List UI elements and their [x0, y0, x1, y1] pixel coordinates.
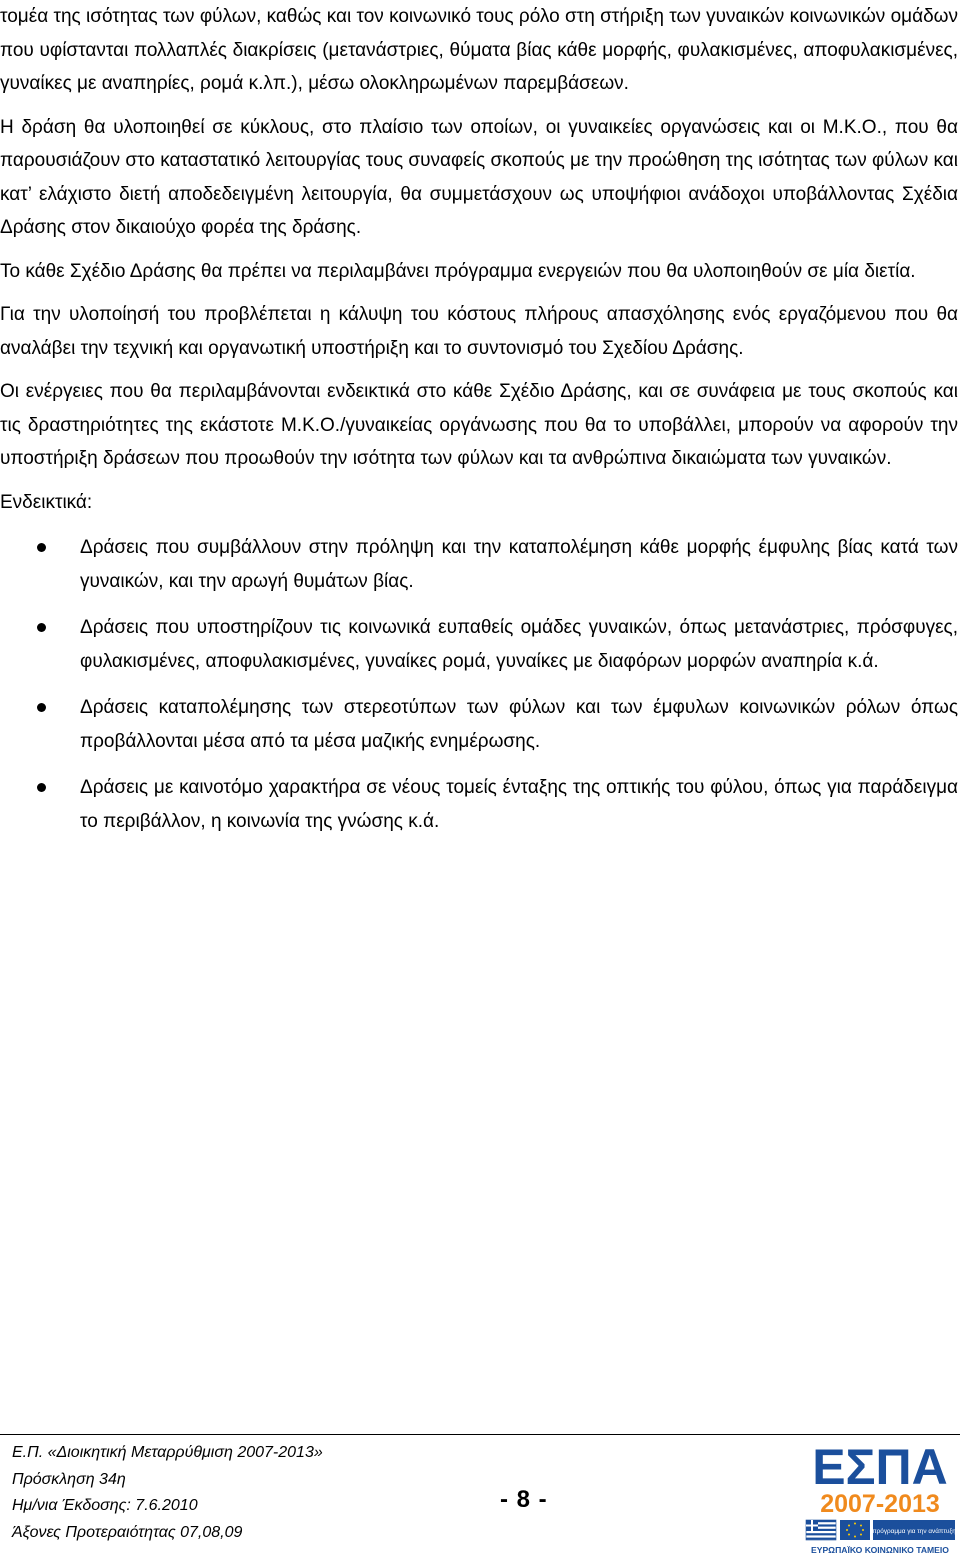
paragraph-2: Η δράση θα υλοποιηθεί σε κύκλους, στο πλαίσιο των οποίων, οι γυναικείες οργανώσεις και οι Μ.Κ.Ο., που θα παρουσιάζουν στο καταστατικό λειτουργίας τους συναφείς σκοπούς με την προώθηση της ισότητας των φύλων και κατ’ ελάχιστο διετή αποδεδειγμένη λειτουργία, θα συμμετάσχουν ως υποψήφιοι ανάδοχοι υποβάλλοντας Σχέδια Δράσης στον δικαιούχο φορέα της δράσης. — [0, 116, 958, 238]
list-label: Ενδεικτικά: — [0, 491, 93, 513]
list-item-text: Δράσεις που υποστηρίζουν τις κοινωνικά ευπαθείς ομάδες γυναικών, όπως μετανάστριες, πρόσφυγες, φυλακισμένες, αποφυλακισμένες, γυναίκες ρομά, γυναίκες με διαφόρων μορφών αναπηρία κ.ά. — [80, 617, 958, 672]
greek-flag-icon — [806, 1520, 836, 1540]
footer-call: Πρόσκληση 34η — [12, 1470, 126, 1488]
list-item-text: Δράσεις που συμβάλλουν στην πρόληψη και την καταπολέμηση κάθε μορφής έμφυλης βίας κατά των γυναικών, και την αρωγή θυμάτων βίας. — [80, 537, 958, 592]
footer-programme: Ε.Π. «Διοικητική Μεταρρύθμιση 2007-2013» — [12, 1444, 323, 1461]
list-item — [0, 691, 958, 758]
paragraph-5: Οι ενέργειες που θα περιλαμβάνονται ενδεικτικά στο κάθε Σχέδιο Δράσης, και σε συνάφεια με τους σκοπούς και τις δραστηριότητες της εκάστοτε Μ.Κ.Ο./γυναικείας οργάνωσης που θα το υποβάλλει, μπορούν να αφορούν την υποστήριξη δράσεων που προωθούν την ισότητα των φύλων και τα ανθρώπινα δικαιώματα των γυναικών. — [0, 381, 958, 469]
paragraph-1: τομέα της ισότητας των φύλων, καθώς και τον κοινωνικό τους ρόλο στη στήριξη των γυναικών κοινωνικών ομάδων που υφίστανται πολλαπλές διακρίσεις (μετανάστριες, θύματα βίας κάθε μορφής, φυλακισμένες, αποφυλακισμένες, γυναίκες με αναπηρίες, ρομά κ.λπ.), μέσω ολοκληρωμένων παρεμβάσεων. — [0, 6, 958, 94]
logo-years: 2007-2013 — [820, 1490, 940, 1518]
bullet-icon — [37, 623, 46, 632]
page-number: - 8 - — [500, 1486, 548, 1513]
list-item-text: Δράσεις καταπολέμησης των στερεοτύπων των φύλων και των έμφυλων κοινωνικών ρόλων όπως προβάλλονται μέσα από τα μέσα μαζικής ενημέρωσης. — [80, 697, 958, 752]
logo-title: ΕΣΠΑ — [812, 1440, 948, 1495]
list-item-text: Δράσεις με καινοτόμο χαρακτήρα σε νέους τομείς ένταξης της οπτικής του φύλου, όπως για παράδειγμα το περιβάλλον, η κοινωνία της γνώσης κ.ά. — [80, 777, 958, 832]
paragraph-4: Για την υλοποίησή του προβλέπεται η κάλυψη του κόστους πλήρους απασχόλησης ενός εργαζόμενου που θα αναλάβει την τεχνική και οργανωτική υποστήριξη και το συντονισμό του Σχεδίου Δράσης. — [0, 304, 958, 359]
footer-info — [12, 1440, 323, 1546]
footer-divider — [0, 1434, 960, 1435]
logo-tagline: πρόγραμμα για την ανάπτυξη — [872, 1528, 956, 1535]
logo-fund: ΕΥΡΩΠΑΪΚΟ ΚΟΙΝΩΝΙΚΟ ΤΑΜΕΙΟ — [810, 1545, 950, 1555]
bullet-icon — [37, 543, 46, 552]
footer-axes: Άξονες Προτεραιότητας 07,08,09 — [12, 1523, 243, 1541]
bullet-icon — [37, 703, 46, 712]
paragraph-3: Το κάθε Σχέδιο Δράσης θα πρέπει να περιλαμβάνει πρόγραμμα ενεργειών που θα υλοποιηθούν σε μία διετία. — [0, 260, 916, 282]
espa-logo — [803, 1440, 957, 1558]
indicative-actions-list — [0, 531, 958, 838]
bullet-icon — [37, 783, 46, 792]
list-item — [0, 611, 958, 678]
list-item — [0, 771, 958, 838]
list-item — [0, 531, 958, 598]
eu-flag-icon — [840, 1520, 870, 1540]
footer-issue-date: Ημ/νια Έκδοσης: 7.6.2010 — [12, 1497, 198, 1514]
